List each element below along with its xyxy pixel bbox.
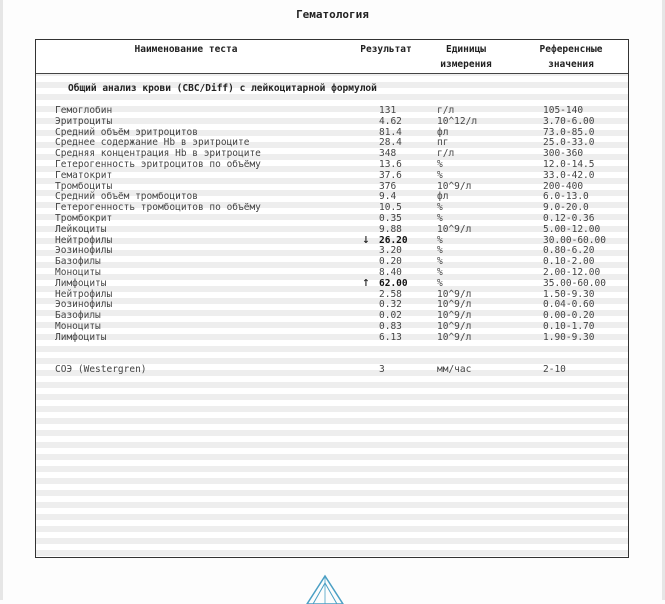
header-units [426,42,506,72]
cell-reference: 2.00-12.00 [543,267,601,278]
cell-result: 13.6 [379,159,402,170]
cell-units: 10^9/л [437,321,472,332]
cell-name: Средняя концентрация Hb в эритроците [55,148,261,160]
cell-name: Моноциты [55,267,101,278]
cell-units: % [437,234,443,246]
cell-result: 28.4 [379,137,402,149]
cell-reference: 0.12-0.36 [543,213,595,224]
cell-reference: 0.04-0.60 [543,299,595,311]
cell-reference: 2-10 [543,364,566,375]
table-header [36,40,628,74]
cell-name: Эритроциты [55,115,113,127]
cell-reference: 3.70-6.00 [543,115,595,127]
cell-result: 26.20 [379,234,408,246]
cell-units: % [437,169,443,181]
cell-result: 8.40 [379,267,402,278]
cell-units: фл [437,191,449,203]
cell-name: Моноциты [55,321,101,332]
cell-reference: 0.00-0.20 [543,310,595,322]
table-row [36,213,628,224]
cell-result: 4.62 [379,115,402,127]
cell-name: Среднее содержание Hb в эритроците [55,137,250,149]
table-row-esr [36,364,628,375]
cell-reference: 1.50-9.30 [543,288,595,300]
table-row [36,256,628,267]
cell-units: % [437,245,443,257]
table-row [36,116,628,127]
cell-name: Базофилы [55,310,101,322]
table-row [36,202,628,213]
cell-result: 348 [379,148,397,160]
cell-reference: 0.80-6.20 [543,245,595,257]
results-table [35,39,629,558]
cell-reference: 300-360 [543,148,584,160]
cell-name: Эозинофилы [55,245,113,257]
cell-reference: 1.90-9.30 [543,331,595,343]
cell-name: Эозинофилы [55,299,113,311]
table-row [36,310,628,321]
cell-reference: 6.0-13.0 [543,191,589,203]
cell-result: 6.13 [379,331,402,343]
cell-result: 3 [379,364,385,375]
cell-result: 9.4 [379,191,397,203]
table-row [36,245,628,256]
cell-units: 10^9/л [437,288,472,300]
cell-result: 37.6 [379,169,402,181]
header-reference [516,42,626,72]
cell-units: % [437,267,443,278]
cell-units: % [437,159,443,170]
cell-name: Базофилы [55,256,101,268]
cell-units: 10^9/л [437,310,472,322]
cell-units: % [437,256,443,268]
table-row [36,231,628,247]
cell-units: г/л [437,105,455,116]
cell-reference: 0.10-1.70 [543,321,595,332]
page-title: Гематология [296,8,369,21]
cell-name: Гетерогенность тромбоцитов по объёму [55,202,261,214]
cell-units: 10^12/л [437,115,478,127]
cell-name: Тромбокрит [55,213,113,224]
cell-name: Средний объём тромбоцитов [55,191,198,203]
cell-result: 9.88 [379,223,402,235]
table-row [36,267,628,278]
cell-units: 10^9/л [437,331,472,343]
cell-name: Лейкоциты [55,223,107,235]
page-edge-left [0,0,3,600]
cell-name: СОЭ (Westergren) [55,364,147,375]
cell-units: % [437,277,443,289]
table-row [36,332,628,343]
cell-result: 131 [379,105,397,116]
table-row [36,224,628,235]
cell-units: % [437,213,443,224]
cell-result: 0.83 [379,321,402,332]
table-row [36,159,628,170]
cell-units: 10^9/л [437,223,472,235]
cell-units: мм/час [437,364,472,375]
header-test-name: Наименование теста [134,44,238,55]
header-units-line1: Единицы [445,44,487,55]
cell-reference: 25.0-33.0 [543,137,595,149]
cell-reference: 9.0-20.0 [543,202,589,214]
cell-units: % [437,202,443,214]
cell-reference: 12.0-14.5 [543,159,595,170]
header-result: Результат [360,44,412,55]
cell-result: 0.35 [379,213,402,224]
table-row [36,170,628,181]
header-units-line2: измерения [440,59,492,70]
cell-result: 376 [379,180,397,192]
cell-name: Нейтрофилы [55,288,113,300]
cell-reference: 73.0-85.0 [543,126,595,138]
cell-units: фл [437,126,449,138]
cell-reference: 35.00-60.00 [543,277,606,289]
cell-units: пг [437,137,449,149]
table-row [36,321,628,332]
table-row [36,148,628,159]
cell-name: Нейтрофилы [55,234,113,246]
cell-units: г/л [437,148,455,160]
arrow-up-icon: ↑ [362,274,370,290]
cell-name: Средний объём эритроцитов [55,126,198,138]
cell-units: 10^9/л [437,180,472,192]
cell-units: 10^9/л [437,299,472,311]
arrow-down-icon: ↓ [362,231,370,247]
table-row [36,127,628,138]
cell-result: 81.4 [379,126,402,138]
table-row [36,105,628,116]
cell-name: Лимфоциты [55,331,107,343]
cell-name: Гематокрит [55,169,113,181]
header-reference-line1: Референсные [539,44,603,55]
cell-result: 0.20 [379,256,402,268]
cell-name: Лимфоциты [55,277,107,289]
cell-result: 3.20 [379,245,402,257]
header-reference-line2: значения [548,59,594,70]
table-row [36,274,628,290]
cell-result: 0.32 [379,299,402,311]
cell-result: 10.5 [379,202,402,214]
section-title: Общий анализ крови (CBC/Diff) с лейкоцитарной формулой [68,83,377,94]
cell-result: 62.00 [379,277,408,289]
cell-reference: 105-140 [543,105,584,116]
table-row [36,191,628,202]
cell-reference: 33.0-42.0 [543,169,595,181]
cell-name: Гемоглобин [55,105,113,116]
cell-reference: 5.00-12.00 [543,223,601,235]
cell-name: Тромбоциты [55,180,113,192]
cell-result: 2.58 [379,288,402,300]
cell-reference: 30.00-60.00 [543,234,606,246]
table-row [36,181,628,192]
cell-reference: 200-400 [543,180,584,192]
cell-name: Гетерогенность эритроцитов по объёму [55,159,261,170]
cell-reference: 0.10-2.00 [543,256,595,268]
cell-result: 0.02 [379,310,402,322]
table-row [36,289,628,300]
table-row [36,299,628,310]
table-row [36,137,628,148]
